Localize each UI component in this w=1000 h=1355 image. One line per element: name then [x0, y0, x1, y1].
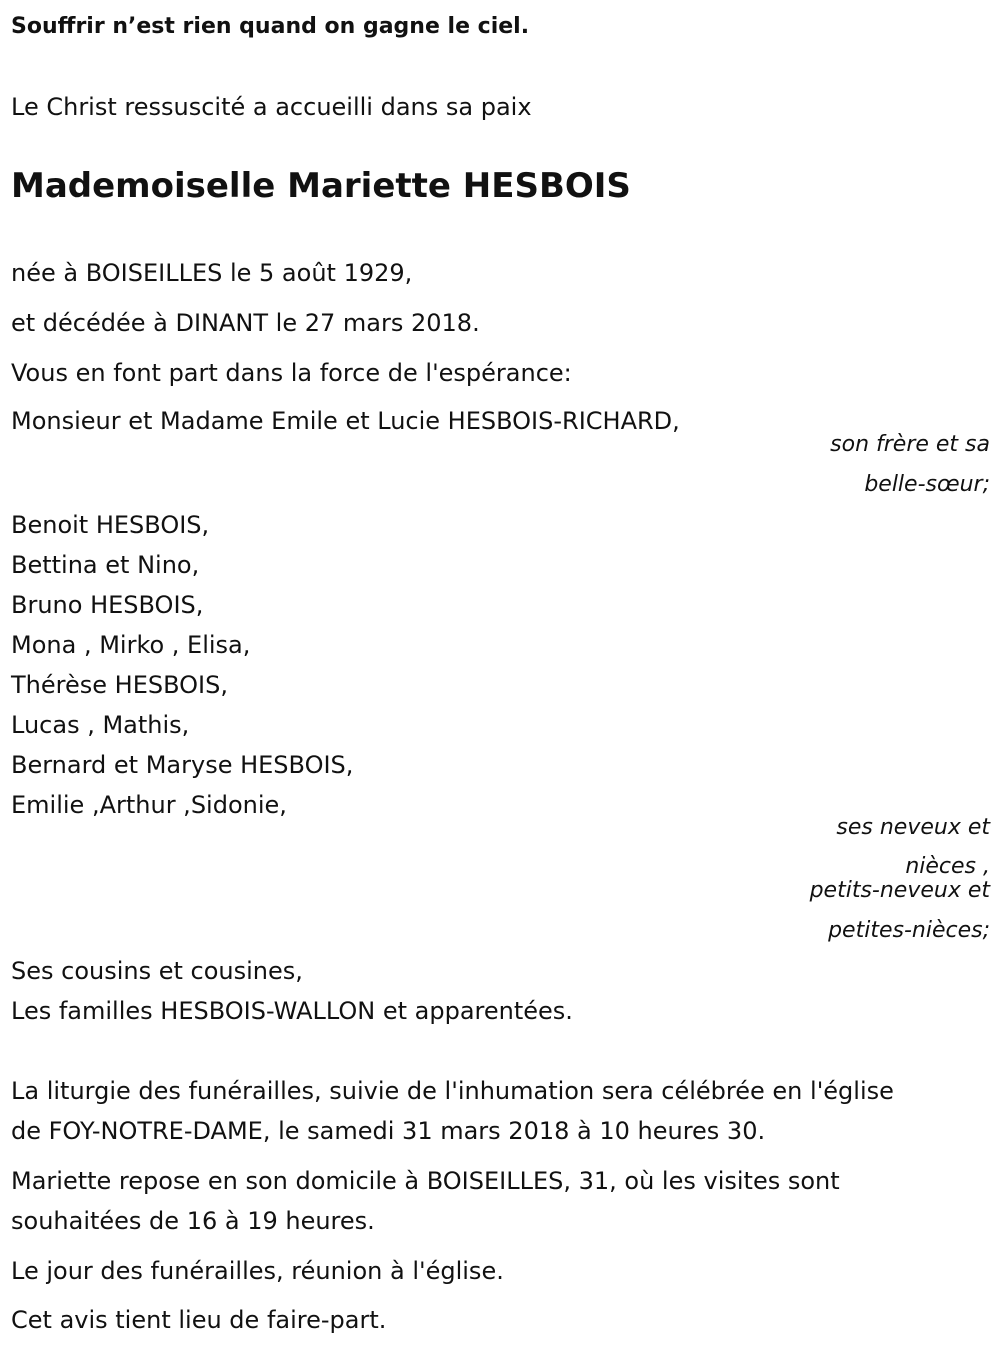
- brother-relation-2: belle-sœur;: [864, 472, 990, 497]
- visit-line-2: souhaitées de 16 à 19 heures.: [11, 1207, 375, 1235]
- birth-line: née à BOISEILLES le 5 août 1929,: [11, 259, 413, 287]
- list-item: Benoit HESBOIS,: [11, 511, 210, 539]
- deceased-name: Mademoiselle Mariette HESBOIS: [11, 166, 631, 206]
- brother-relation-1: son frère et sa: [830, 432, 990, 457]
- brother-line: Monsieur et Madame Emile et Lucie HESBOIS-RICHARD,: [11, 407, 680, 435]
- list-item: Thérèse HESBOIS,: [11, 671, 228, 699]
- intro-text: Le Christ ressuscité a accueilli dans sa paix: [11, 93, 532, 121]
- cousins-line: Ses cousins et cousines,: [11, 957, 303, 985]
- announce-line: Vous en font part dans la force de l'espérance:: [11, 359, 572, 387]
- families-line: Les familles HESBOIS-WALLON et apparentées.: [11, 997, 573, 1025]
- meeting-line: Le jour des funérailles, réunion à l'église.: [11, 1257, 504, 1285]
- list-item: Mona , Mirko , Elisa,: [11, 631, 251, 659]
- list-item: Bettina et Nino,: [11, 551, 200, 579]
- list-item: Bernard et Maryse HESBOIS,: [11, 751, 354, 779]
- visit-line-1: Mariette repose en son domicile à BOISEILLES, 31, où les visites sont: [11, 1167, 840, 1195]
- liturgy-line-1: La liturgie des funérailles, suivie de l'inhumation sera célébrée en l'église: [11, 1077, 894, 1105]
- nephews-relation-1: ses neveux et: [836, 815, 990, 840]
- nephews-relation-3: petits-neveux et: [809, 878, 990, 903]
- death-line: et décédée à DINANT le 27 mars 2018.: [11, 309, 480, 337]
- list-item: Bruno HESBOIS,: [11, 591, 204, 619]
- list-item: Emilie ,Arthur ,Sidonie,: [11, 791, 287, 819]
- list-item: Lucas , Mathis,: [11, 711, 190, 739]
- liturgy-line-2: de FOY-NOTRE-DAME, le samedi 31 mars 2018 à 10 heures 30.: [11, 1117, 766, 1145]
- nephews-relation-4: petites-nièces;: [828, 918, 990, 943]
- motto: Souffrir n’est rien quand on gagne le ciel.: [11, 14, 530, 39]
- notice-line: Cet avis tient lieu de faire-part.: [11, 1306, 387, 1334]
- nephews-relation-2: nièces ,: [905, 854, 990, 879]
